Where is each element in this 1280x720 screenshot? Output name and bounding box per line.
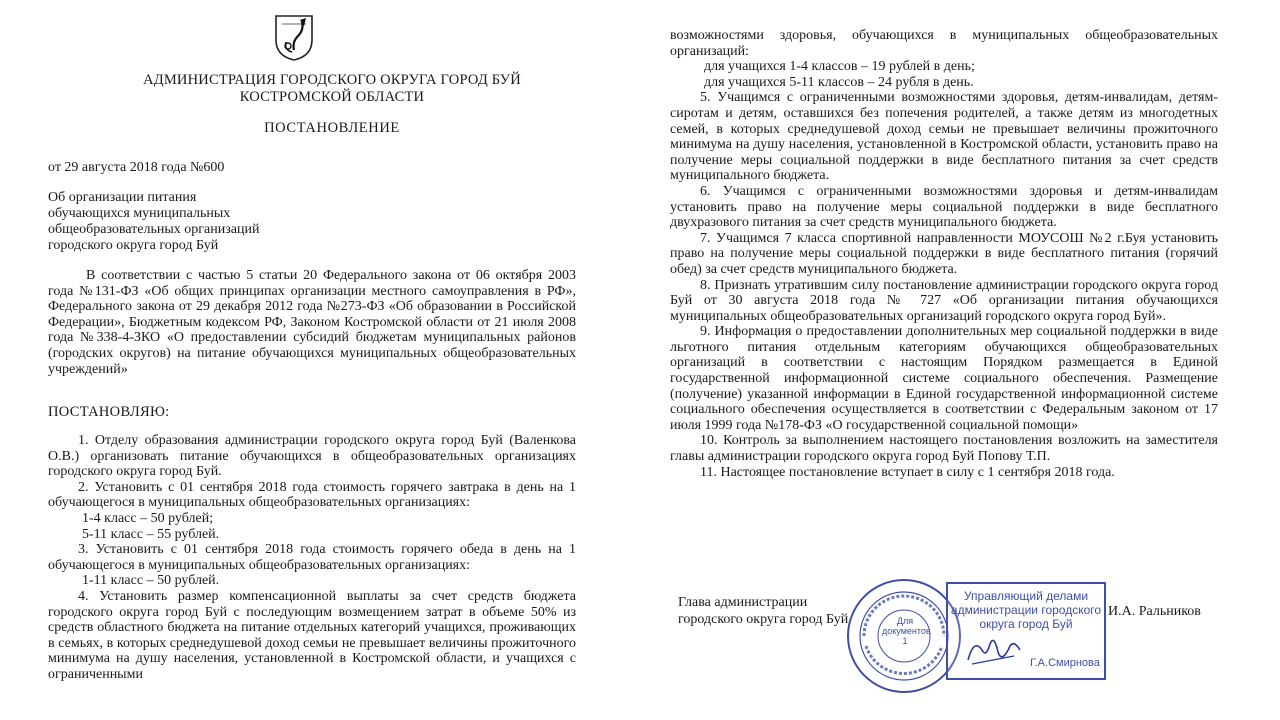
round-seal-label [882,616,931,646]
stamp-line: администрации городского [950,603,1102,617]
resolution-item: 9. Информация о предоставлении дополнительных мер социальной поддержки в виде льготного питания отдельным категориям обучающихся общеобразовательных организаций в соответствии с настоящим Порядком размещается в Единой государственной информационной системе социального обеспечения. Размещение (получение) указанной информации в Единой государственной информационной системе социального обеспечения осуществляется в соответствии с Федеральным законом от 17 июля 1999 года №178-ФЗ «О государственной социальной помощи» [670,324,1218,433]
page-right [640,0,1240,720]
stamp-line: Управляющий делами [963,589,1089,603]
page-left [32,0,630,720]
handwritten-signature-icon [964,632,1024,668]
seal-label-line: документов [882,626,931,636]
stamp-line: округа город Буй [979,617,1073,631]
preamble-paragraph: В соответствии с частью 5 статьи 20 Федерального закона от 06 октября 2003 года №131-ФЗ «Об общих принципах организации местного самоуправления в РФ», Федерального закона от 29 декабря 2012 года №273-ФЗ «Об образовании в Российской Федерации», Бюджетным кодексом РФ, Законом Костромской области от 21 июля 2008 года №338-4-ЗКО «О предоставлении субсидий бюджетам муниципальных районов (городских округов) на питание обучающихся муниципальных общеобразовательных учреждений» [48,268,576,377]
resolution-item: 11. Настоящее постановление вступает в силу с 1 сентября 2018 года. [700,464,1115,480]
header-line-1: АДМИНИСТРАЦИЯ ГОРОДСКОГО ОКРУГА ГОРОД БУЙ [143,72,521,88]
document-type: ПОСТАНОВЛЕНИЕ [264,120,400,136]
resolution-item: 10. Контроль за выполнением настоящего постановления возложить на заместителя главы администрации городского округа город Буй Попову Т.П. [670,433,1218,465]
certification-stamp [946,582,1106,680]
resolution-item: 3. Установить с 01 сентября 2018 года стоимость горячего обеда в день на 1 обучающегося в муниципальных общеобразовательных организациях: [48,542,576,573]
document-subject [48,190,348,254]
seal-label-line: 1 [902,636,908,646]
resolution-items-left [48,433,576,683]
stamp-person-name: Г.А.Смирнова [1030,657,1100,669]
signatory-title [678,594,848,628]
resolution-item: 4. Установить размер компенсационной выплаты за счет средств бюджета городского округа город Буй с последующим возмещением затрат в объеме 50% из средств областного бюджета на питание отдельных категорий учащихся, проживающих в семьях, в которых среднедушевой доход семьи не превышает величины прожиточного минимума на душу населения, установленной в Костромской области, и учащихся с ограниченными [48,588,576,682]
subject-line: Об организации питания [48,190,197,205]
subject-line: общеобразовательных организаций [48,222,260,237]
price-line: для учащихся 1-4 классов – 19 рублей в день; [704,59,975,75]
signatory-title-line: Глава администрации [678,595,808,610]
price-line: 1-11 класс – 50 рублей. [82,573,220,589]
resolution-item: 5. Учащимся с ограниченными возможностями здоровья, детям-инвалидам, детям-сиротам и детям, оставшихся без попечения родителей, а также детям из многодетных семей, в которых среднедушевой доход семьи не превышает величины прожиточного минимума на душу населения, установленной в Костромской области, установить право на получение меры социальной поддержки в виде бесплатного питания за счет средств муниципального бюджета. [670,90,1218,184]
signatory-title-line: городского округа город Буй [678,612,849,627]
price-line: 1-4 класс – 50 рублей; [82,510,214,526]
resolve-heading: ПОСТАНОВЛЯЮ: [48,404,170,420]
header-line-2: КОСТРОМСКОЙ ОБЛАСТИ [239,89,425,105]
document-date: от 29 августа 2018 года №600 [48,160,225,175]
resolution-item: 8. Признать утратившим силу постановление администрации городского округа город Буй от 30 августа 2018 года № 727 «Об организации питания обучающихся муниципальных общеобразовательных организаций городского округа город Буй». [670,277,1218,324]
resolution-item: 2. Установить с 01 сентября 2018 года стоимость горячего завтрака в день на 1 обучающегося в муниципальных общеобразовательных организациях: [48,479,576,511]
organization-header [82,72,582,106]
resolution-item-continued: возможностями здоровья, обучающихся в муниципальных общеобразовательных организаций: [670,28,1218,59]
subject-line: городского округа город Буй [48,238,219,253]
seal-label-line: Для [896,616,914,626]
resolution-item: 6. Учащимся с ограниченными возможностями здоровья и детям-инвалидам установить право на получение меры социальной поддержки в виде бесплатного двухразового питания за счет средств муниципального бюджета. [670,183,1218,231]
resolution-item: 1. Отделу образования администрации городского округа город Буй (Валенкова О.В.) организовать питание обучающихся в общеобразовательных организациях городского округа город Буй. [48,433,576,480]
coat-of-arms-icon [272,12,316,62]
resolution-items-right [670,28,1218,480]
subject-line: обучающихся муниципальных [48,206,231,221]
signature-block [668,589,1228,694]
signatory-name: И.А. Ральников [1108,604,1201,619]
price-line: 5-11 класс – 55 рублей. [82,526,220,542]
price-line: для учащихся 5-11 классов – 24 рубля в день. [704,74,974,90]
resolution-item: 7. Учащимся 7 класса спортивной направленности МОУСОШ №2 г.Буя установить право на получение меры социальной поддержки в виде бесплатного питания (горячий обед) за счет средств муниципального бюджета. [670,230,1218,277]
